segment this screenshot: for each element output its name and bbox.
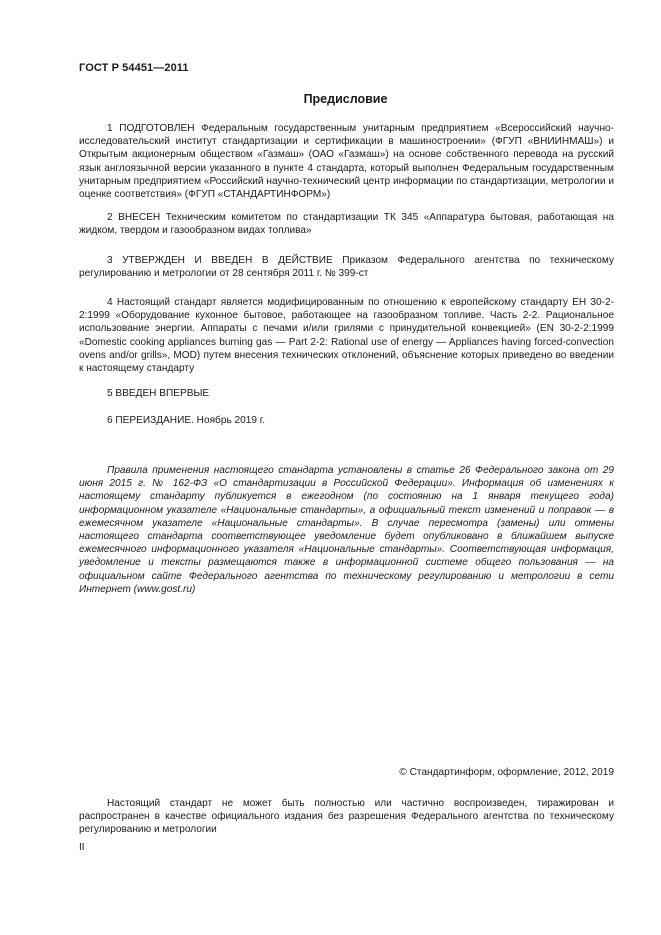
standard-code: ГОСТ Р 54451—2011 bbox=[79, 62, 189, 74]
foreword-item-5: 5 ВВЕДЕН ВПЕРВЫЕ bbox=[107, 388, 210, 399]
usage-notice: Правила применения настоящего стандарта установлены в статье 26 Федерального закона от 29 июня 2015 г. № 162-ФЗ «О стандартизации в Российской Федерации». Информация об изменениях к настоящему стандарту публикуется в ежегодном (по состоянию на 1 января текущего года) информационном указателе «Национальные стандарты», а официальный текст изменений и поправок — в ежемесячном указателе «Национальные стандарты». В случае пересмотра (замены) или отмены настоящего стандарта соответствующее уведомление будет опубликовано в ближайшем выпуске ежемесячного информационного указателя «Национальные стандарты». Соответствующая информация, уведомление и тексты размещаются также в информационной системе общего пользования — на официальном сайте Федерального агентства по техническому регулированию и метрологии в сети Интернет (www.gost.ru) bbox=[79, 465, 614, 595]
page-title: Предисловие bbox=[303, 92, 388, 106]
foreword-item-4: 4 Настоящий стандарт является модифицированным по отношению к европейскому стандарту ЕН 30-2-2:1999 «Оборудование кухонное бытовое, работающее на газообразном топливе. Часть 2-2. Рациональное использование энергии. Аппараты с печами и/или грилями с принудительной конвекцией» (EN 30-2-2:1999 «Domestic cooking appliances burning gas — Part 2-2: Rational use of energy — Appliances having forced-convection ovens and/or grills», MOD) путем внесения технических отклонений, объяснение которых приведено во введении к настоящему стандарту bbox=[79, 297, 614, 375]
foreword-item-1: 1 ПОДГОТОВЛЕН Федеральным государственным унитарным предприятием «Всероссийский научно-исследовательский институт стандартизации и сертификации в машиностроении» (ФГУП «ВНИИНМАШ») и Открытым акционерным обществом «Газмаш» (ОАО «Газмаш») на основе собственного перевода на русский язык англоязычной версии указанного в пункте 4 стандарта, который выполнен Федеральным государственным унитарным предприятием «Российский научно-технический центр информации по стандартизации, метрологии и оценке соответствия» (ФГУП «СТАНДАРТИНФОРМ») bbox=[79, 123, 614, 201]
foreword-item-2: 2 ВНЕСЕН Техническим комитетом по стандартизации ТК 345 «Аппаратура бытовая, работающая на жидком, твердом и газообразном видах топлива» bbox=[79, 212, 614, 237]
page-number: II bbox=[79, 842, 85, 853]
copyright-line: © Стандартинформ, оформление, 2012, 2019 bbox=[399, 767, 614, 778]
reproduction-notice: Настоящий стандарт не может быть полностью или частично воспроизведен, тиражирован и распространен в качестве официального издания без разрешения Федерального агентства по техническому регулированию и метрологии bbox=[79, 798, 614, 836]
foreword-item-6: 6 ПЕРЕИЗДАНИЕ. Ноябрь 2019 г. bbox=[107, 415, 266, 426]
foreword-item-3: 3 УТВЕРЖДЕН И ВВЕДЕН В ДЕЙСТВИЕ Приказом Федерального агентства по техническому регулированию и метрологии от 28 сентября 2011 г. № 399-ст bbox=[79, 255, 614, 280]
